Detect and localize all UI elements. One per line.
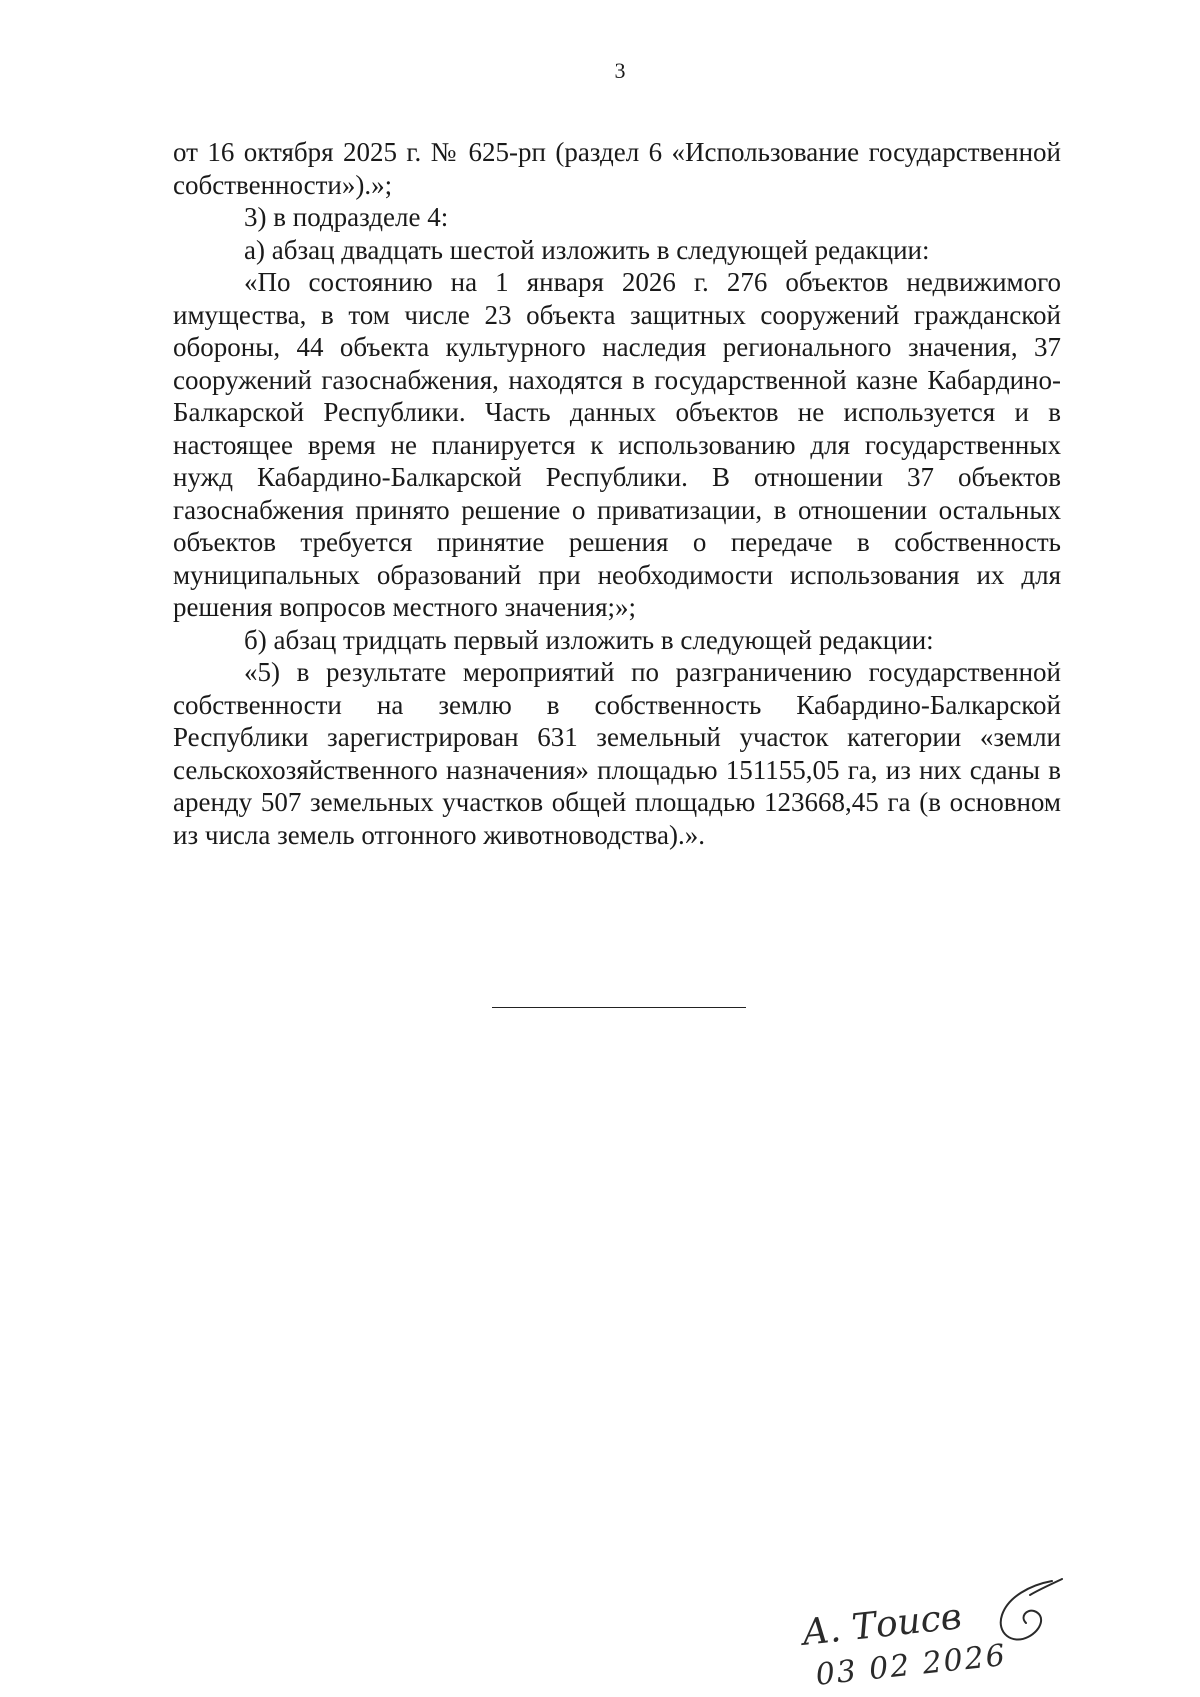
- document-body: [173, 136, 1061, 851]
- paragraph-quote-land: «5) в результате мероприятий по разграничению государственной собственности на землю в собственность Кабардино-Балкарской Республики зарегистрирован 631 земельный участок категории «земли сельскохозяйственного назначения» площадью 151155,05 га, из них сданы в аренду 507 земельных участков общей площадью 123668,45 га (в основном из числа земель отгонного животноводства).».: [173, 657, 1061, 850]
- signature-flourish-icon: [990, 1575, 1065, 1655]
- paragraph-continuation: от 16 октября 2025 г. № 625-рп (раздел 6 «Использование государственной собственности»).»;: [173, 137, 1061, 200]
- end-divider-line: [492, 1007, 746, 1008]
- paragraph-item-b: б) абзац тридцать первый изложить в следующей редакции:: [244, 624, 934, 655]
- handwritten-signature-name: А. Тоисв: [800, 1596, 964, 1654]
- paragraph-quote-property: «По состоянию на 1 января 2026 г. 276 объектов недвижимого имущества, в том числе 23 объекта защитных сооружений гражданской обороны, 44 объекта культурного наследия регионального значения, 37 сооружений газоснабжения, находятся в государственной казне Кабардино-Балкарской Республики. Часть данных объектов не используется и в настоящее время не планируется к использованию для государственных нужд Кабардино-Балкарской Республики. В отношении 37 объектов газоснабжения принято решение о приватизации, в отношении остальных объектов требуется принятие решения о передаче в собственность муниципальных образований при необходимости использования их для решения вопросов местного значения;»;: [173, 267, 1061, 622]
- paragraph-item-a: а) абзац двадцать шестой изложить в следующей редакции:: [244, 234, 930, 265]
- page-number: 3: [614, 58, 626, 83]
- handwritten-signature-date: 03 02 2026: [814, 1637, 1009, 1693]
- paragraph-subsection-item: 3) в подразделе 4:: [244, 202, 449, 232]
